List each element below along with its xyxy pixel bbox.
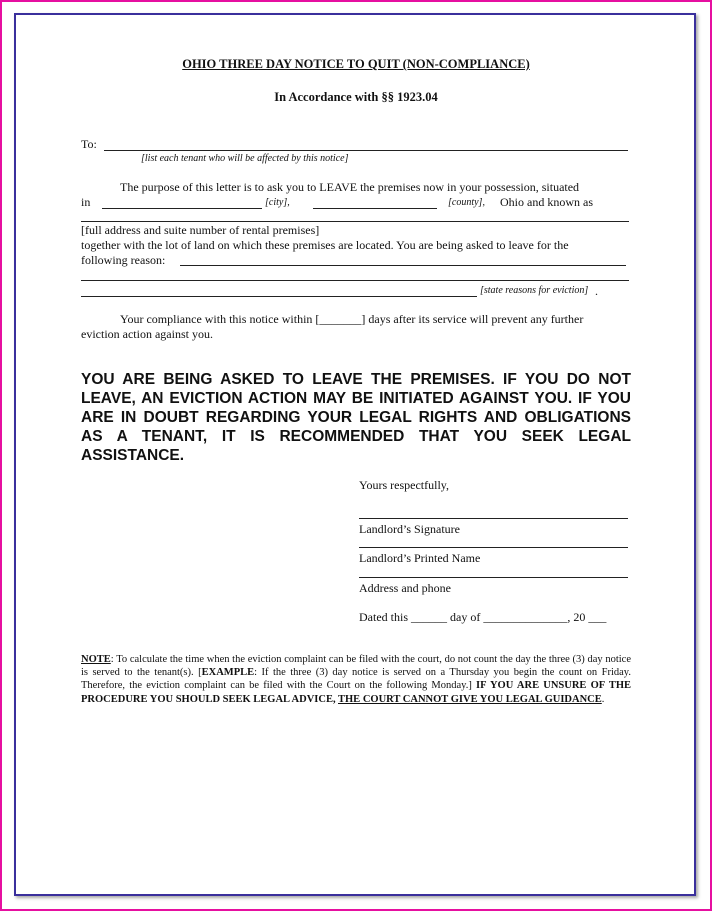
document-title: OHIO THREE DAY NOTICE TO QUIT (NON-COMPLIANCE) xyxy=(182,57,530,71)
reason-blank-line-3 xyxy=(81,296,477,297)
closing-text: Yours respectfully, xyxy=(359,478,449,492)
note-label: NOTE xyxy=(81,654,111,665)
eviction-warning: YOU ARE BEING ASKED TO LEAVE THE PREMISES. IF YOU DO NOT LEAVE, AN EVICTION ACTION MAY BE INITIATED AGAINST YOU. IF YOU ARE IN DOUBT REGARDING YOUR LEGAL RIGHTS AND OBLIGATIONS AS A TENANT, IT IS RECOMMENDED THAT YOU SEEK LEGAL ASSISTANCE. xyxy=(81,371,631,464)
note-text-2: : If the three (3) day notice is served on a Thursday you begin the count on Friday. Therefore, the eviction complaint can be filed with the Court on the following Monday.] xyxy=(81,667,631,692)
address-phone-label: Address and phone xyxy=(359,581,451,595)
compliance-text-2: eviction action against you. xyxy=(81,327,213,341)
compliance-text: Your compliance with this notice within [_______] days after its service will prevent any further xyxy=(120,312,584,326)
note-text-1: : To calculate the time when the eviction complaint can be filed with the court, do not count the day the three (3) day notice is served to the tenant(s). [ xyxy=(81,654,631,679)
reason-hint: [state reasons for eviction] xyxy=(480,285,589,296)
note-example-label: EXAMPLE xyxy=(201,667,255,679)
document-subtitle: In Accordance with §§ 1923.04 xyxy=(274,90,438,104)
reason-end: . xyxy=(595,284,598,298)
printed-name-line xyxy=(359,547,628,548)
county-blank-line xyxy=(313,208,437,209)
county-hint: [county], xyxy=(448,197,485,208)
address-blank-line xyxy=(81,221,629,222)
signature-label: Landlord’s Signature xyxy=(359,522,460,536)
dated-line: Dated this ______ day of ______________, 20 ___ xyxy=(359,610,607,624)
address-hint: [full address and suite number of rental premises] xyxy=(81,223,320,237)
following-reason-label: following reason: xyxy=(81,253,166,267)
ohio-known-as: Ohio and known as xyxy=(500,195,593,209)
note-paragraph xyxy=(81,653,631,706)
note-bold-underline: THE COURT CANNOT GIVE YOU LEGAL GUIDANCE xyxy=(338,693,602,705)
city-blank-line xyxy=(102,208,262,209)
together-text: together with the lot of land on which these premises are located. You are being asked to leave for the xyxy=(81,238,569,252)
reason-blank-line-1 xyxy=(180,265,626,266)
to-blank-line xyxy=(104,150,628,151)
signature-line xyxy=(359,518,628,519)
to-hint: [list each tenant who will be affected by this notice] xyxy=(141,153,349,164)
note-bold-warning: IF YOU ARE UNSURE OF THE PROCEDURE YOU SHOULD SEEK LEGAL ADVICE, xyxy=(81,680,631,705)
reason-blank-line-2 xyxy=(81,280,629,281)
note-end: . xyxy=(601,693,605,705)
purpose-text: The purpose of this letter is to ask you to LEAVE the premises now in your possession, situated xyxy=(120,180,580,194)
printed-name-label: Landlord’s Printed Name xyxy=(359,551,481,565)
city-hint: [city], xyxy=(265,197,290,208)
to-label: To: xyxy=(81,137,97,151)
in-label: in xyxy=(81,195,91,209)
address-phone-line xyxy=(359,577,628,578)
